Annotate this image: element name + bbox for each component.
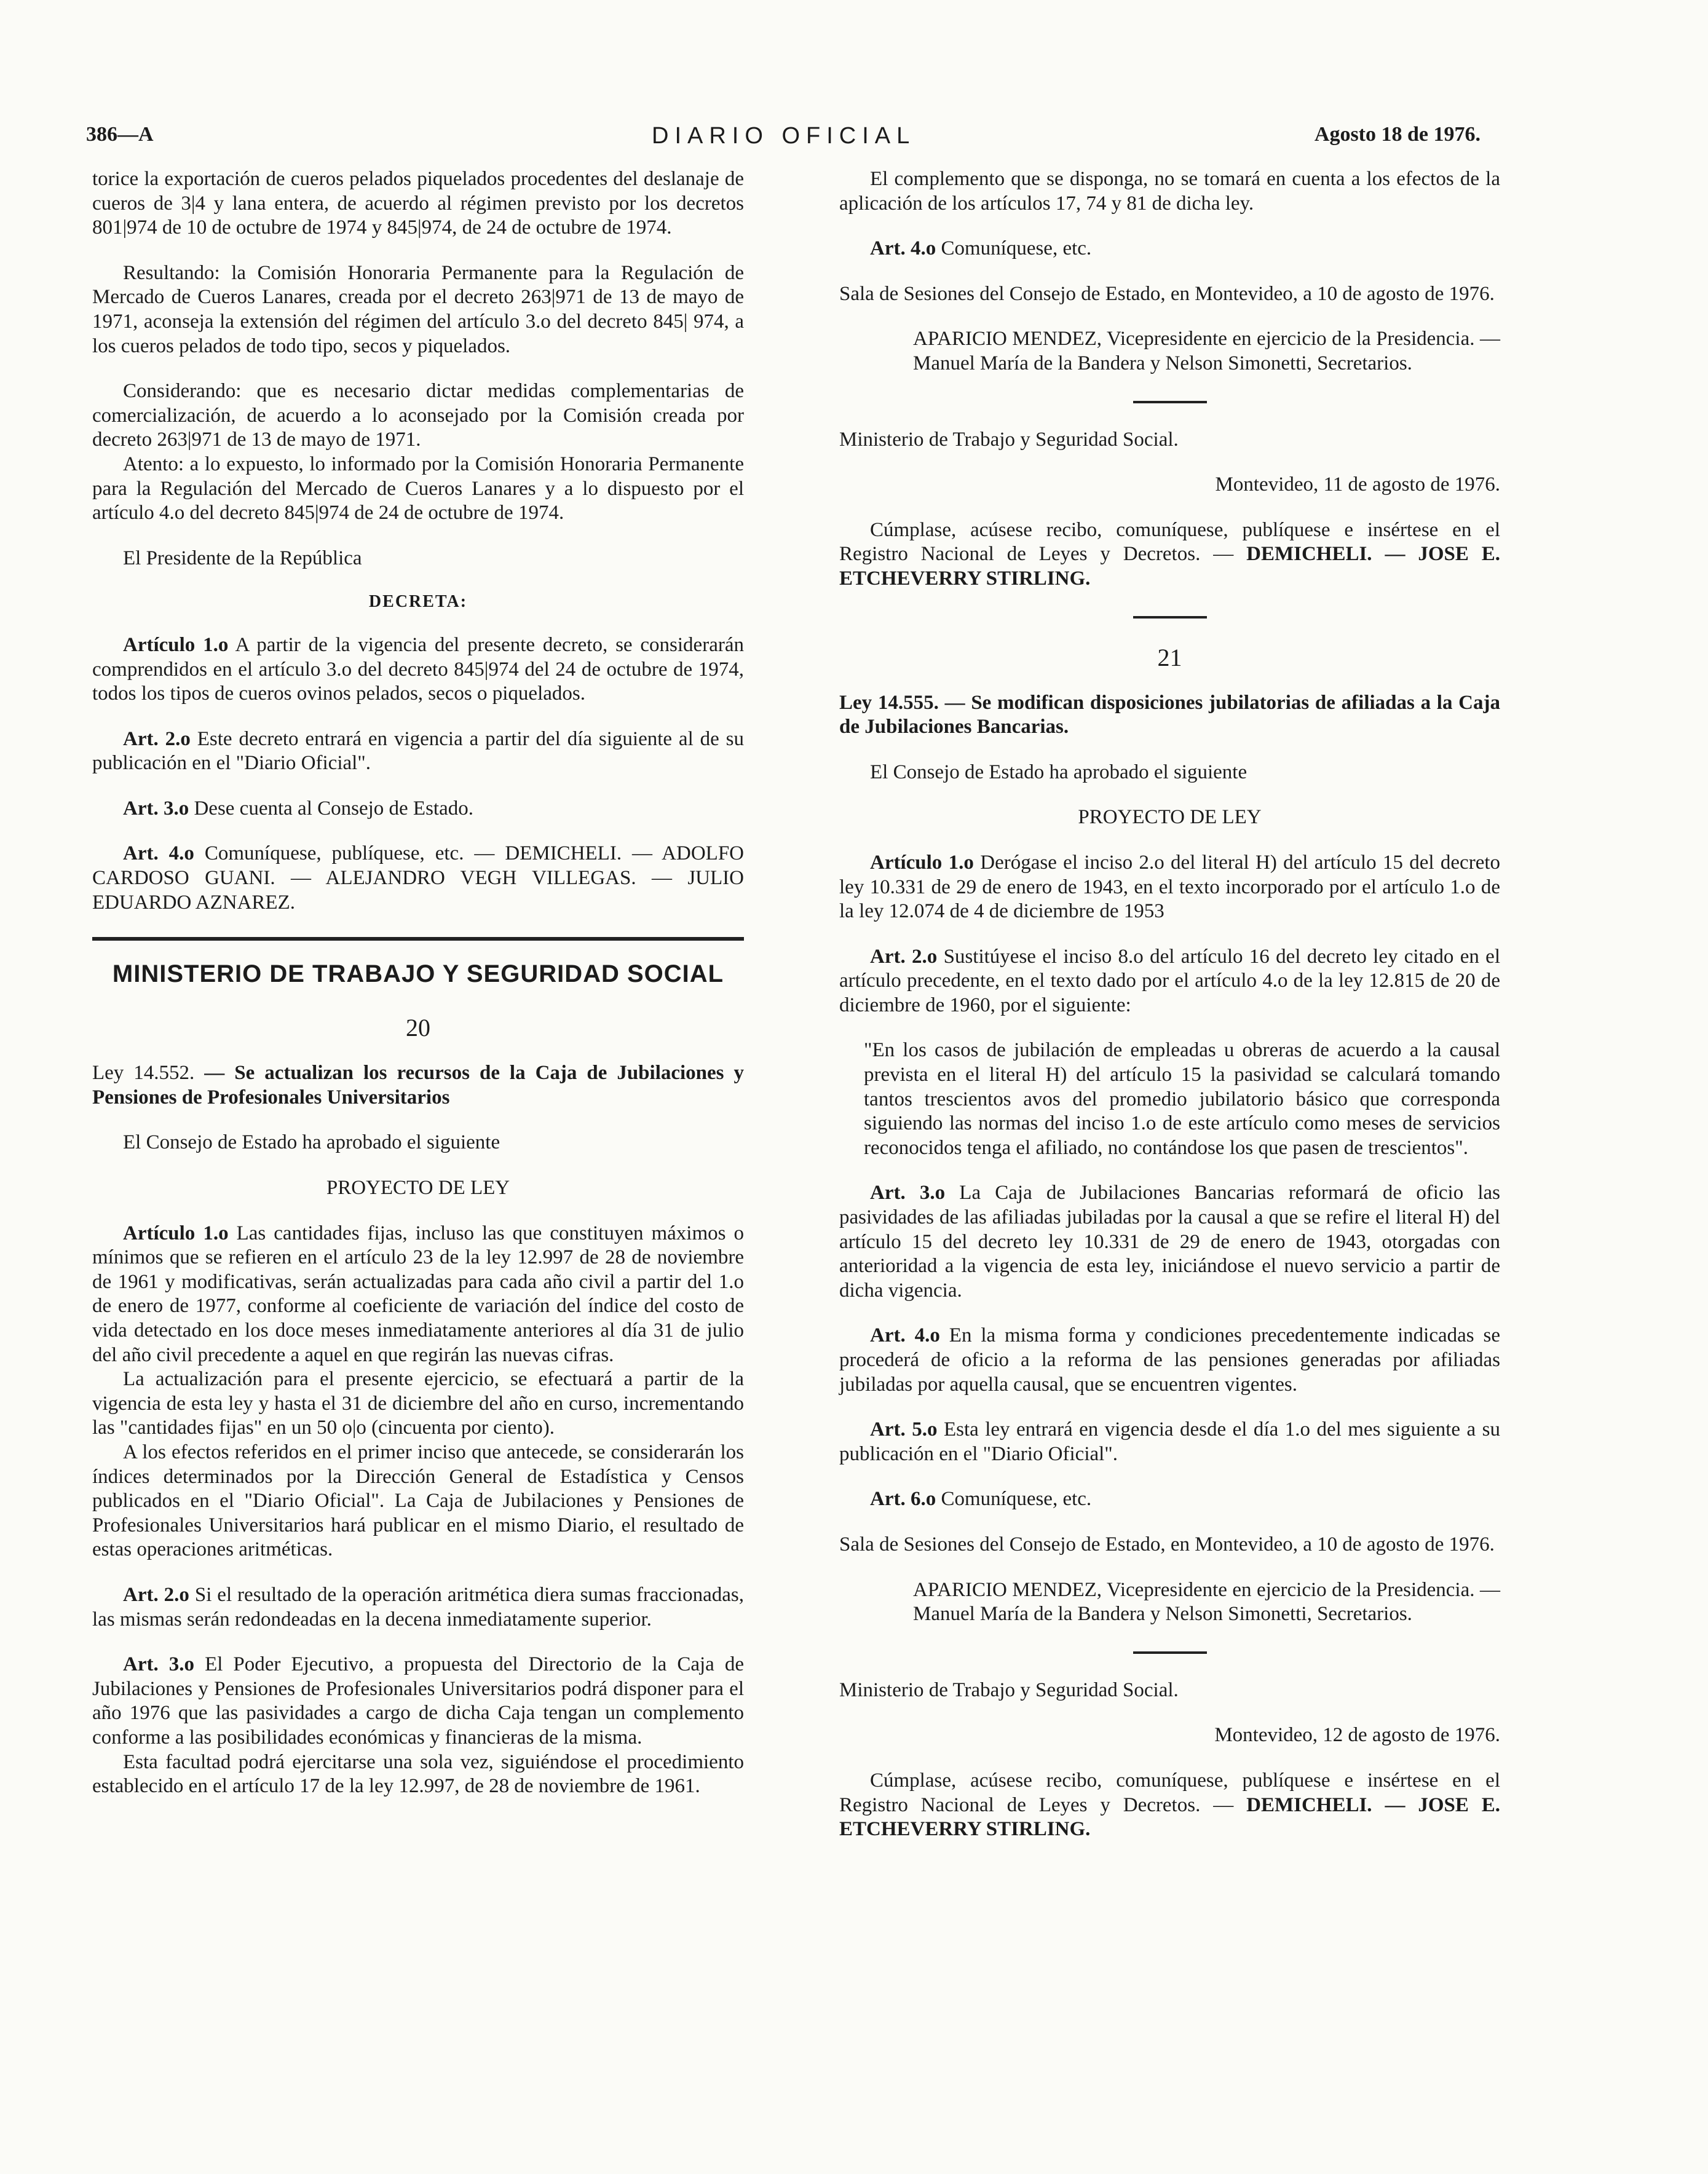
ministry-heading: MINISTERIO DE TRABAJO Y SEGURIDAD SOCIAL: [112, 960, 724, 988]
article-heading: Art. 4.o: [870, 1324, 940, 1347]
paragraph: Atento: a lo expuesto, lo informado por la Comisión Honoraria Permanente para la Regulación del Mercado de Cueros Lanares y a lo dispuesto por el artículo 4.o del decreto 845|974 de 24 de octubre de 1974.: [92, 453, 744, 524]
article: [92, 727, 744, 776]
law-title: — Se actualizan los recursos de la Caja de Jubilaciones y Pensiones de Profesionales Universitarios: [92, 1062, 744, 1109]
article: [92, 842, 744, 915]
article-text: Comuníquese, publíquese, etc. —: [204, 842, 495, 865]
law-number: Ley 14.555.: [839, 691, 939, 714]
article-heading: Artículo 1.o: [123, 633, 229, 656]
paragraph: El Consejo de Estado ha aprobado el siguiente: [123, 1131, 500, 1154]
article: [839, 851, 1500, 924]
article: [839, 1181, 1500, 1303]
law-title: — Se modifican disposiciones jubilatorias de afiliadas a la Caja de Jubilaciones Bancarias.: [839, 691, 1500, 738]
item-number: 21: [1157, 643, 1182, 671]
signatories: DEMICHELI. — ADOLFO CARDOSO GUANI. — ALEJANDRO VEGH VILLEGAS. — JULIO EDUARDO AZNAREZ.: [92, 842, 744, 914]
article: [92, 1653, 744, 1750]
session-place: Sala de Sesiones del Consejo de Estado, en Montevideo, a 10 de agosto de 1976.: [839, 1533, 1495, 1555]
enactment-text: Cúmplase, acúsese recibo, comuníquese, publíquese e insértese en el Registro Nacional de Leyes y Decretos. —: [839, 518, 1500, 566]
article: [839, 237, 1500, 261]
article-heading: Art. 4.o: [123, 842, 194, 865]
short-divider: [1133, 616, 1207, 619]
article-text: A partir de la vigencia del presente decreto, se considerarán comprendidos en el artículo 3.o del decreto 845|974 del 24 de octubre de 1974, todos los tipos de cueros ovinos pelados, secos o piquelados.: [92, 633, 744, 705]
article: [92, 797, 744, 821]
paragraph: La actualización para el presente ejercicio, se efectuará a partir de la vigencia de esta ley y hasta el 31 de diciembre del año en curso, incrementando las "cantidades fijas" en un 50 o|o (cincuenta por ciento).: [92, 1368, 744, 1439]
signatories: DEMICHELI. — JOSE E. ETCHEVERRY STIRLING.: [839, 543, 1501, 590]
place-date: Montevideo, 12 de agosto de 1976.: [1214, 1724, 1500, 1747]
article: [92, 1222, 744, 1368]
article-text: Comuníquese, etc.: [941, 1488, 1092, 1511]
article-heading: Art. 3.o: [123, 797, 189, 820]
article-heading: Art. 2.o: [870, 945, 938, 968]
article-text: Este decreto entrará en vigencia a partir del día siguiente al de su publicación en el "Diario Oficial".: [92, 727, 744, 775]
article-text: Sustitúyese el inciso 8.o del artículo 16 del decreto ley citado en el artículo precedente, en el texto dado por el artículo 4.o de la ley 12.815 de 20 de diciembre de 1960, por el siguiente:: [839, 945, 1500, 1016]
proyecto-heading: PROYECTO DE LEY: [1078, 806, 1262, 829]
article-text: Esta ley entrará en vigencia desde el día 1.o del mes siguiente a su publicación en el "Diario Oficial".: [839, 1418, 1500, 1465]
article: [839, 1418, 1500, 1466]
paragraph: El complemento que se disponga, no se tomará en cuenta a los efectos de la aplicación de los artículos 17, 74 y 81 de dicha ley.: [839, 168, 1500, 215]
article: [839, 1324, 1500, 1397]
article-text: Las cantidades fijas, incluso las que constituyen máximos o mínimos que se refieren en el artículo 23 de la ley 12.997 de 28 de noviembre de 1961 y modificativas, serán actualizadas para cada año civil a partir del 1.o de enero de 1977, conforme al coeficiente de variación del índice del costo de vida detectado en los doce meses inmediatamente anteriores al día 31 de julio del año civil precedente a aquel en que regirán las nuevas cifras.: [92, 1222, 745, 1366]
issue-date: Agosto 18 de 1976.: [1314, 123, 1481, 146]
left-column: [92, 167, 744, 1820]
law-heading: [92, 1061, 744, 1110]
article-text: Dese cuenta al Consejo de Estado.: [194, 797, 473, 820]
article-heading: Art. 4.o: [870, 237, 936, 260]
article-heading: Art. 2.o: [123, 727, 191, 750]
article-text: Comuníquese, etc.: [941, 237, 1092, 260]
signatories: APARICIO MENDEZ, Vicepresidente en ejercicio de la Presidencia. — Manuel María de la Bandera y Nelson Simonetti, Secretarios.: [913, 1578, 1500, 1626]
signatories: DEMICHELI. — JOSE E. ETCHEVERRY STIRLING.: [839, 1793, 1501, 1841]
article-text: La Caja de Jubilaciones Bancarias reformará de oficio las pasividades de las afiliadas jubiladas por la causal a que se refire el literal H) del artículo 15 del decreto ley 10.331 de 29 de enero de 1943, otorgadas con anterioridad a la vigencia de esta ley, iniciándose el nuevo servicio a partir de dicha vigencia.: [839, 1182, 1501, 1302]
quoted-text: "En los casos de jubilación de empleadas u obreras de acuerdo a la causal prevista en el literal H) del artículo 15 la pasividad se calculará tomando tantos trescientos avos del promedio jubilatorio básico que corresponda siguiendo las normas del inciso 1.o de este artículo como meses de servicios reconocidos tenga el afiliado, no contándose los que pasen de trescientos".: [864, 1039, 1500, 1159]
paragraph: El Presidente de la República: [123, 547, 362, 569]
article-heading: Artículo 1.o: [123, 1222, 229, 1244]
article-text: Si el resultado de la operación aritmética diera sumas fraccionadas, las mismas serán redondeadas en la decena inmediatamente superior.: [92, 1583, 744, 1630]
article-heading: Art. 3.o: [870, 1182, 946, 1204]
paragraph: [839, 1769, 1500, 1842]
paragraph: torice la exportación de cueros pelados piquelados procedentes del deslanaje de cueros de 3|4 y lana entera, de acuerdo al régimen previsto por los decretos 801|974 de 10 de octubre de 1974 y 845|974, de 24 de octubre de 1974.: [92, 168, 744, 239]
ministry-line: Ministerio de Trabajo y Seguridad Social.: [839, 428, 1179, 451]
article: [92, 633, 744, 706]
paragraph: [839, 518, 1500, 591]
article-text: En la misma forma y condiciones precedentemente indicadas se procederá de oficio a la reforma de las pensiones generadas por afiliadas jubiladas por aquella causal, que se encuentren vigentes.: [839, 1324, 1501, 1396]
article-heading: Art. 2.o: [123, 1583, 189, 1606]
short-divider: [1133, 401, 1207, 403]
signatories: APARICIO MENDEZ, Vicepresidente en ejercicio de la Presidencia. — Manuel María de la Bandera y Nelson Simonetti, Secretarios.: [913, 328, 1500, 374]
article-text: El Poder Ejecutivo, a propuesta del Directorio de la Caja de Jubilaciones y Pensiones de Profesionales Universitarios podrá disponer para el año 1976 que las pasividades a cargo de dicha Caja tengan un complemento conforme a las posibilidades económicas y financieras de la misma.: [92, 1653, 744, 1749]
page-number: 386—A: [86, 123, 154, 146]
law-heading: [839, 691, 1500, 740]
item-number: 20: [406, 1014, 430, 1042]
article: [92, 1583, 744, 1632]
article-heading: Art. 6.o: [870, 1488, 936, 1511]
newspaper-title: DIARIO OFICIAL: [652, 123, 916, 149]
section-divider: [92, 937, 744, 941]
right-column: [839, 167, 1500, 1863]
session-place: Sala de Sesiones del Consejo de Estado, en Montevideo, a 10 de agosto de 1976.: [839, 282, 1495, 305]
decreta-heading: DECRETA:: [368, 592, 468, 612]
article-heading: Artículo 1.o: [870, 851, 974, 874]
article: [839, 945, 1500, 1018]
paragraph: Resultando: la Comisión Honoraria Permanente para la Regulación de Mercado de Cueros Lanares, creada por el decreto 263|971 de 13 de mayo de 1971, aconseja la extensión del régimen del artículo 3.o del decreto 845| 974, a los cueros pelados de todo tipo, secos y piquelados.: [92, 261, 744, 357]
paragraph: Esta facultad podrá ejercitarse una sola vez, siguiéndose el procedimiento establecido en el artículo 17 de la ley 12.997, de 28 de noviembre de 1961.: [92, 1750, 744, 1798]
paragraph: Considerando: que es necesario dictar medidas complementarias de comercialización, de acuerdo a lo aconsejado por la Comisión creada por decreto 263|971 de 13 de mayo de 1971.: [92, 380, 744, 451]
article: [839, 1487, 1500, 1512]
place-date: Montevideo, 11 de agosto de 1976.: [1215, 473, 1500, 496]
law-number: Ley 14.552.: [92, 1062, 195, 1085]
enactment-text: Cúmplase, acúsese recibo, comuníquese, publíquese e insértese en el Registro Nacional de Leyes y Decretos. —: [839, 1769, 1500, 1816]
ministry-line: Ministerio de Trabajo y Seguridad Social.: [839, 1678, 1179, 1701]
article-heading: Art. 3.o: [123, 1653, 195, 1676]
article-heading: Art. 5.o: [870, 1418, 938, 1441]
short-divider: [1133, 1651, 1207, 1654]
proyecto-heading: PROYECTO DE LEY: [326, 1177, 510, 1200]
paragraph: El Consejo de Estado ha aprobado el siguiente: [870, 761, 1247, 783]
article-text: Derógase el inciso 2.o del literal H) del artículo 15 del decreto ley 10.331 de 29 de enero de 1943, en el texto incorporado por el artículo 1.o de la ley 12.074 de 4 de diciembre de 1953: [839, 851, 1501, 923]
paragraph: A los efectos referidos en el primer inciso que antecede, se considerarán los índices determinados por la Dirección General de Estadística y Censos publicados en el "Diario Oficial". La Caja de Jubilaciones y Pensiones de Profesionales Universitarios hará publicar en el mismo Diario, el resultado de estas operaciones aritméticas.: [92, 1441, 744, 1561]
